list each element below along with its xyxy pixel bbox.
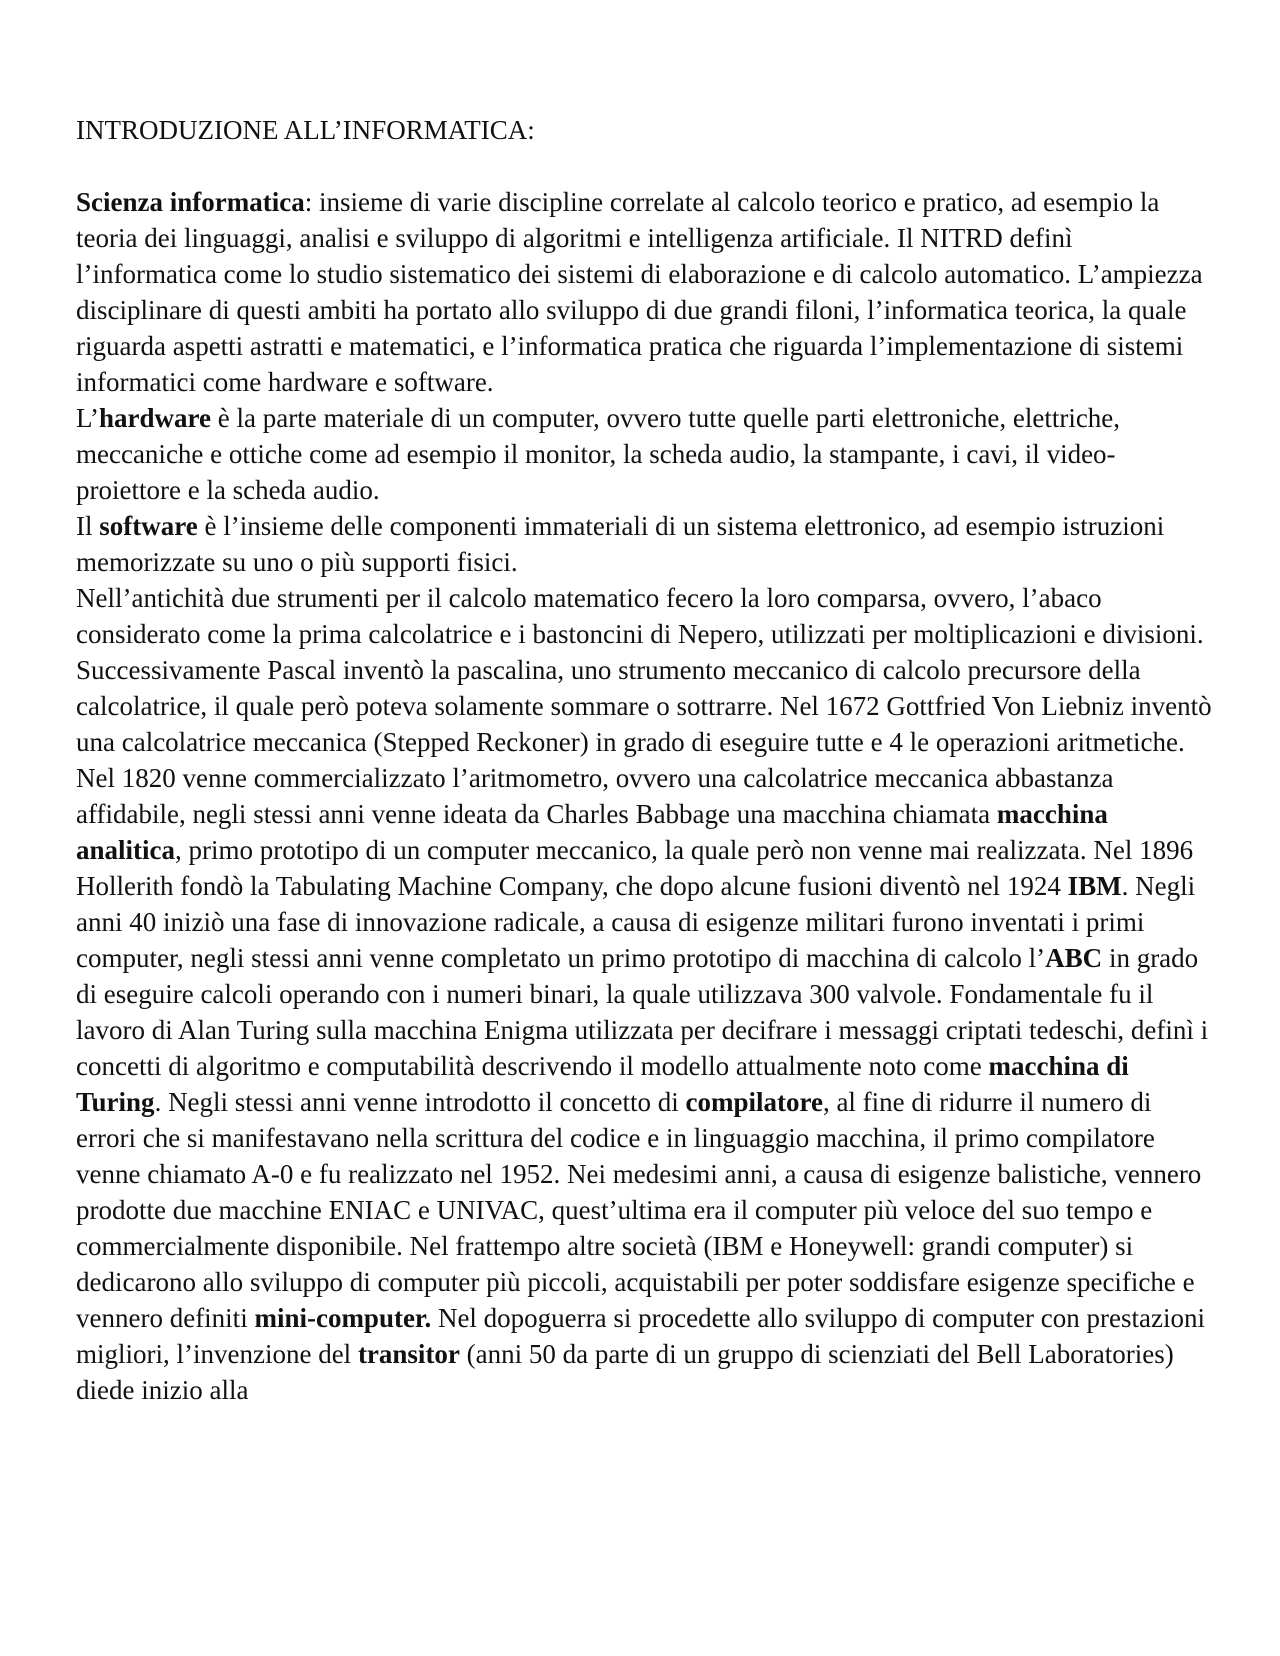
body-paragraph [76, 580, 1216, 1408]
paragraph-text: L’ [76, 403, 100, 433]
body-paragraph [76, 184, 1216, 400]
paragraph-text: . Negli anni 40 iniziò una fase di innovazione radicale, a causa di esigenze militari furono inventati i primi computer, negli stessi anni venne completato un primo prototipo di macchina di calcolo l’ [76, 871, 1196, 973]
bold-term: hardware [99, 403, 212, 433]
title-spacer [76, 148, 1216, 184]
bold-term: macchina analitica [76, 799, 1108, 865]
document-page [76, 112, 1216, 1408]
paragraph-text: Nell’antichità due strumenti per il calcolo matematico fecero la loro comparsa, ovvero, l’abaco considerato come la prima calcolatrice e i bastoncini di Nepero, utilizzati per moltiplicazioni e divisioni. Successivamente Pascal inventò la pascalina, uno strumento meccanico di calcolo precursore della calcolatrice, il quale però poteva solamente sommare o sottrarre. Nel 1672 Gottfried Von Liebniz inventò una calcolatrice meccanica (Stepped Reckoner) in grado di eseguire tutte e 4 le operazioni aritmetiche. Nel 1820 venne commercializzato l’aritmometro, ovvero una calcolatrice meccanica abbastanza affidabile, negli stessi anni venne ideata da Charles Babbage una macchina chiamata [76, 583, 1212, 829]
document-title: INTRODUZIONE ALL’INFORMATICA: [76, 115, 535, 145]
body-paragraph [76, 400, 1216, 508]
document-body [76, 184, 1216, 1408]
bold-term: Scienza informatica [76, 187, 305, 217]
paragraph-text: è la parte materiale di un computer, ovvero tutte quelle parti elettroniche, elettriche, meccaniche e ottiche come ad esempio il monitor, la scheda audio, la stampante, i cavi, il video-proiettore e la scheda audio. [76, 403, 1121, 505]
paragraph-text: . Negli stessi anni venne introdotto il concetto di [154, 1087, 686, 1117]
bold-term: software [99, 511, 198, 541]
paragraph-text: è l’insieme delle componenti immateriali di un sistema elettronico, ad esempio istruzioni memorizzate su uno o più supporti fisici. [76, 511, 1165, 577]
bold-term: macchina di Turing [76, 1051, 1129, 1117]
paragraph-text: (anni 50 da parte di un gruppo di scienziati del Bell Laboratories) diede inizio alla [76, 1339, 1174, 1405]
paragraph-text: in grado di eseguire calcoli operando con i numeri binari, la quale utilizzava 300 valvole. Fondamentale fu il lavoro di Alan Turing sulla macchina Enigma utilizzata per decifrare i messaggi criptati tedeschi, definì i concetti di algoritmo e computabilità descrivendo il modello attualmente noto come [76, 943, 1209, 1081]
bold-term: transitor [357, 1339, 460, 1369]
bold-term: ABC [1045, 943, 1103, 973]
bold-term: mini-computer. [254, 1303, 432, 1333]
paragraph-text: Il [76, 511, 100, 541]
paragraph-text: , al fine di ridurre il numero di errori che si manifestavano nella scrittura del codice e in linguaggio macchina, il primo compilatore venne chiamato A-0 e fu realizzato nel 1952. Nei medesimi anni, a causa di esigenze balistiche, vennero prodotte due macchine ENIAC e UNIVAC, quest’ultima era il computer più veloce del suo tempo e commercialmente disponibile. Nel frattempo altre società (IBM e Honeywell: grandi computer) si dedicarono allo sviluppo di computer più piccoli, acquistabili per poter soddisfare esigenze specifiche e vennero definiti [76, 1087, 1202, 1333]
bold-term: IBM [1067, 871, 1122, 901]
bold-term: compilatore [685, 1087, 823, 1117]
body-paragraph [76, 508, 1216, 580]
paragraph-text: : insieme di varie discipline correlate al calcolo teorico e pratico, ad esempio la teoria dei linguaggi, analisi e sviluppo di algoritmi e intelligenza artificiale. Il NITRD definì l’informatica come lo studio sistematico dei sistemi di elaborazione e di calcolo automatico. L’ampiezza disciplinare di questi ambiti ha portato allo sviluppo di due grandi filoni, l’informatica teorica, la quale riguarda aspetti astratti e matematici, e l’informatica pratica che riguarda l’implementazione di sistemi informatici come hardware e software. [76, 187, 1203, 397]
paragraph-text: , primo prototipo di un computer meccanico, la quale però non venne mai realizzata. Nel 1896 Hollerith fondò la Tabulating Machine Company, che dopo alcune fusioni diventò nel 1924 [76, 835, 1194, 901]
paragraph-text: Nel dopoguerra si procedette allo sviluppo di computer con prestazioni migliori, l’invenzione del [76, 1303, 1205, 1369]
